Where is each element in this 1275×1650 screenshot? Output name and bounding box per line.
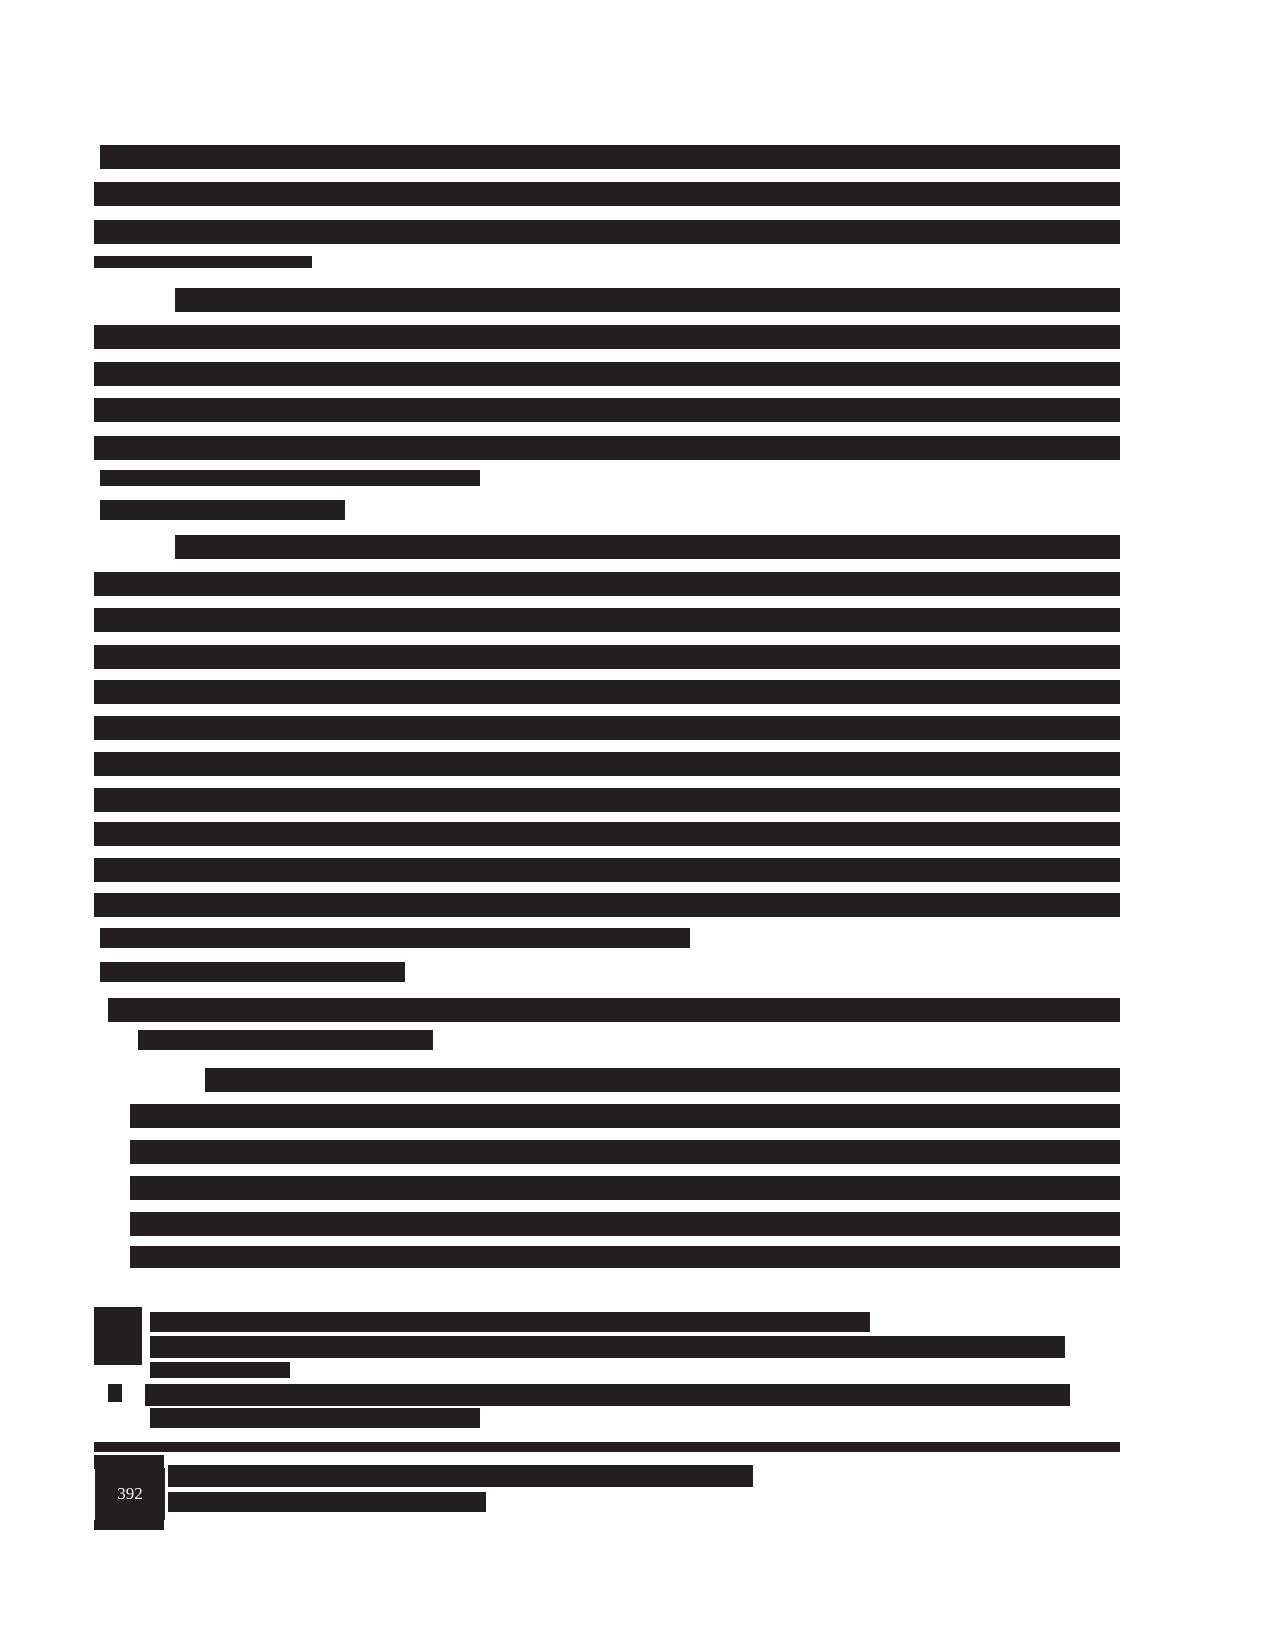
- redacted-text-line: [100, 500, 345, 520]
- redacted-text-line: [100, 928, 690, 948]
- redacted-footer-line: [94, 1520, 164, 1530]
- redacted-text-line: [130, 1104, 1120, 1128]
- redacted-footnote-line: [108, 1384, 122, 1402]
- redacted-text-line: [108, 998, 1120, 1022]
- redacted-text-line: [100, 962, 405, 982]
- redacted-footnote-line: [150, 1336, 1065, 1358]
- redacted-footer-line: [168, 1465, 753, 1487]
- redacted-text-line: [100, 145, 1120, 169]
- redacted-text-line: [94, 752, 1120, 776]
- redacted-footer-line: [94, 1455, 164, 1469]
- redacted-text-line: [94, 893, 1120, 917]
- redacted-text-line: [130, 1246, 1120, 1268]
- redacted-text-line: [175, 535, 1120, 559]
- page-number: [95, 1468, 165, 1520]
- redacted-footnote-line: [145, 1384, 1070, 1406]
- redacted-text-line: [138, 1030, 433, 1050]
- redacted-text-line: [94, 398, 1120, 422]
- redacted-text-line: [94, 788, 1120, 812]
- redacted-text-line: [130, 1140, 1120, 1164]
- redacted-text-line: [94, 436, 1120, 460]
- redacted-text-line: [175, 288, 1120, 312]
- redacted-text-line: [205, 1068, 1120, 1092]
- redacted-footnote-line: [150, 1408, 480, 1428]
- page-number-text: 392: [117, 1484, 143, 1503]
- redacted-text-line: [94, 716, 1120, 740]
- redacted-text-line: [94, 645, 1120, 669]
- redacted-text-line: [130, 1176, 1120, 1200]
- redacted-footnote-line: [150, 1312, 870, 1332]
- redacted-text-line: [94, 362, 1120, 386]
- redacted-footnote-line: [94, 1307, 142, 1365]
- redacted-text-line: [94, 572, 1120, 596]
- redacted-footer-line: [94, 1442, 1120, 1452]
- redacted-text-line: [94, 680, 1120, 704]
- redacted-text-line: [94, 182, 1120, 206]
- redacted-text-line: [94, 325, 1120, 349]
- redacted-text-line: [94, 256, 312, 268]
- redacted-text-line: [94, 608, 1120, 632]
- redacted-footer-line: [168, 1492, 486, 1512]
- redacted-text-line: [94, 858, 1120, 882]
- redacted-text-line: [94, 220, 1120, 244]
- redacted-text-line: [130, 1212, 1120, 1236]
- redacted-text-line: [100, 470, 480, 486]
- redacted-text-line: [94, 822, 1120, 846]
- redacted-footnote-line: [150, 1362, 290, 1378]
